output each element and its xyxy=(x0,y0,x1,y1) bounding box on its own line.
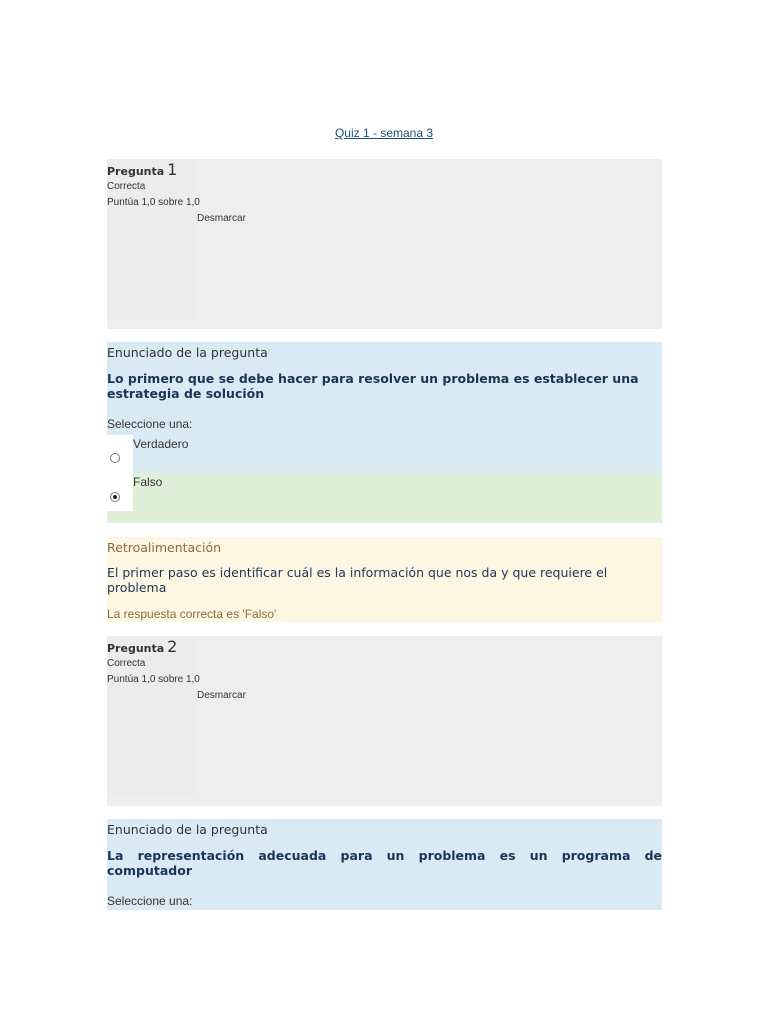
question-1-grade: Puntúa 1,0 sobre 1,0 xyxy=(107,197,200,208)
question-2-formulation xyxy=(107,819,662,910)
question-1-formulation-label: Enunciado de la pregunta xyxy=(107,345,268,360)
question-1-feedback xyxy=(107,537,662,622)
question-2-grade: Puntúa 1,0 sobre 1,0 xyxy=(107,674,200,685)
question-2-state: Correcta xyxy=(107,658,146,669)
feedback-label: Retroalimentación xyxy=(107,540,222,555)
question-1-prompt: Seleccione una: xyxy=(107,417,193,431)
question-1-heading xyxy=(107,160,177,179)
question-heading-label: Pregunta xyxy=(107,642,165,655)
question-2-info xyxy=(107,636,662,806)
question-number: 2 xyxy=(167,637,178,656)
question-1-state: Correcta xyxy=(107,181,146,192)
question-2-formulation-label: Enunciado de la pregunta xyxy=(107,822,268,837)
radio-checked-icon[interactable] xyxy=(110,492,120,502)
question-1-unflag-link[interactable]: Desmarcar xyxy=(197,213,246,224)
answer-label: Verdadero xyxy=(133,437,189,451)
answer-option-false[interactable] xyxy=(107,473,662,523)
question-2-text: La representación adecuada para un problema es un programa de computador xyxy=(107,848,662,878)
question-1-formulation xyxy=(107,342,662,523)
question-2-prompt: Seleccione una: xyxy=(107,894,193,908)
answer-label: Falso xyxy=(133,475,163,489)
feedback-text: El primer paso es identificar cuál es la información que nos da y que requiere el problema xyxy=(107,565,608,595)
question-2-heading xyxy=(107,637,177,656)
quiz-title-link[interactable]: Quiz 1 - semana 3 xyxy=(334,126,434,140)
question-1-info xyxy=(107,159,662,329)
question-2-unflag-link[interactable]: Desmarcar xyxy=(197,690,246,701)
question-number: 1 xyxy=(167,160,178,179)
answer-radio-cell xyxy=(107,473,133,511)
question-1-text: Lo primero que se debe hacer para resolver un problema es establecer una estrategia de solución xyxy=(107,371,639,401)
radio-unchecked-icon[interactable] xyxy=(110,453,120,463)
answer-option-true[interactable] xyxy=(107,435,662,475)
correct-answer-text: La respuesta correcta es 'Falso' xyxy=(107,607,277,621)
question-heading-label: Pregunta xyxy=(107,165,165,178)
